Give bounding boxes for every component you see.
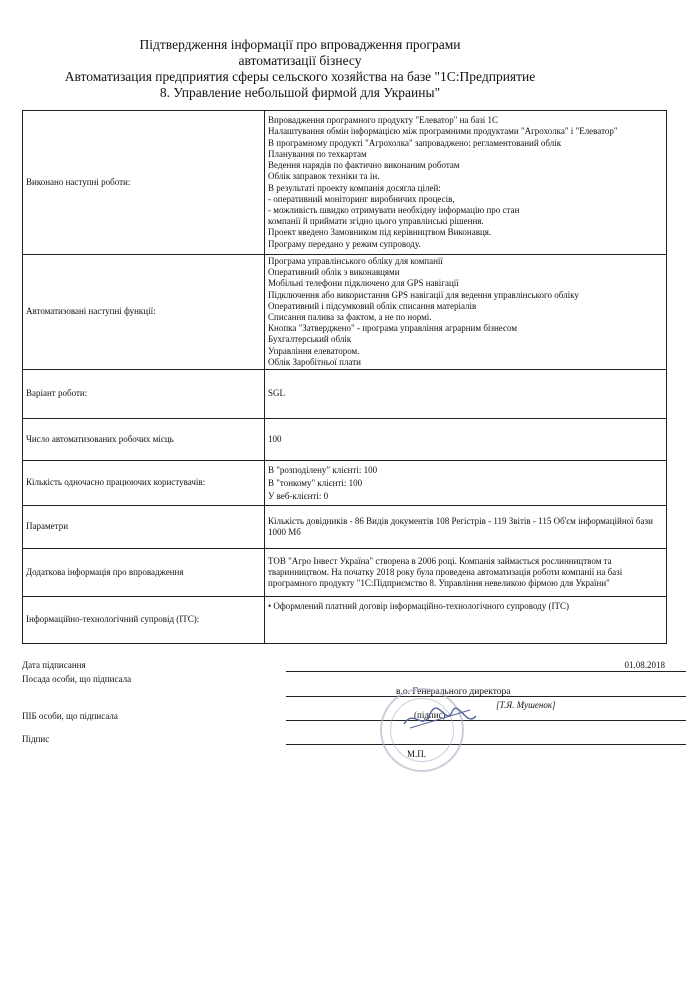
implementation-table — [22, 110, 667, 644]
signer-name: [Т.Я. Мушенок] — [496, 700, 556, 710]
sign-label: Підпис — [22, 734, 50, 744]
table-row — [23, 506, 667, 549]
title-line: 8. Управление небольшой фирмой для Украины" — [159, 85, 441, 100]
row-label: Кількість одночасно працюючих користувачів: — [23, 461, 265, 506]
row-label: Автоматизовані наступні функції: — [23, 255, 265, 370]
row-label: Виконано наступні роботи: — [23, 111, 265, 255]
table-row — [23, 549, 667, 597]
date-label: Дата підписання — [22, 660, 86, 670]
row-value: • Оформлений платний договір інформаційно-технологічного супроводу (ІТС) — [265, 597, 667, 644]
sign-rule — [286, 744, 686, 745]
title-line: Автоматизация предприятия сферы сельского хозяйства на базе "1С:Предприятие — [64, 69, 536, 84]
document-title — [0, 37, 600, 101]
date-rule — [286, 671, 686, 672]
seal-label: М.П. — [407, 749, 427, 759]
position-label: Посада особи, що підписала — [22, 674, 132, 684]
table-row — [23, 461, 667, 506]
sign-caption: (підпис) — [414, 710, 446, 720]
row-value: Кількість довідників - 86 Видів документів 108 Регістрів - 119 Звітів - 115 Об'єм інформаційної бази 1000 Мб — [265, 506, 667, 549]
row-label: Додаткова інформація про впровадження — [23, 549, 265, 597]
fio-rule — [286, 720, 686, 721]
title-line: Підтвердження інформації про впровадження програми — [139, 37, 461, 52]
date-value: 01.08.2018 — [624, 660, 665, 670]
position-value: в.о. Генерального директора — [396, 687, 511, 697]
title-line: автоматизації бізнесу — [238, 53, 362, 68]
row-value: Програма управлінського обліку для компанії Оперативний облік з виконавцями Мобільні телефони підключено для GPS навігації Підключення або використання GPS навігації для ведення управлінського обліку Оперативний і підсумковий облік списання матеріалів Списання палива за фактом, а не по нормі. Кнопка "Затверджено" - програма управління аграрним бізнесом Бухгалтерський облік Управління елеватором. Облік Заробітньої плати — [265, 255, 667, 370]
handwritten-signature — [400, 704, 480, 734]
row-value: В "розподілену" клієнті: 100 В "тонкому" клієнті: 100 У веб-клієнті: 0 — [265, 461, 667, 506]
row-value: 100 — [265, 419, 667, 461]
row-label: Варіант роботи: — [23, 370, 265, 419]
row-label: Інформаційно-технологічний супровід (ІТС): — [23, 597, 265, 644]
table-row — [23, 111, 667, 255]
fio-label: ПІБ особи, що підписала — [22, 711, 118, 721]
row-value: Впровадження програмного продукту "Елеватор" на базі 1С Налаштування обмін інформацією між програмними продуктами "Агрохолка" і "Елеватор" В програмному продукті "Агрохолка" запроваджено: регламентований облік Планування по техкартам Ведення нарядів по фактично виконаним роботам Облік заправок техніки та ін. В результаті проекту компанія досягла цілей: - оперативний моніторинг виробничих процесів, - можливість швидко отримувати необхідну інформацію про стан компанії й приймати згідно цього управлінські рішення. Проект введено Замовником під керівництвом Виконавця. Програму передано у режим супроводу. — [265, 111, 667, 255]
row-label: Параметри — [23, 506, 265, 549]
table-row — [23, 597, 667, 644]
row-value: ТОВ "Агро Інвест Україна" створена в 2006 році. Компанія займається рослинництвом та тваринництвом. На початку 2018 року була проведена автоматизація роботи компанії на базі програмного продукту "1С:Підприємство 8. Управління невеликою фірмою для України" — [265, 549, 667, 597]
table-row — [23, 255, 667, 370]
row-label: Число автоматизованих робочих місць — [23, 419, 265, 461]
position-rule — [286, 696, 686, 697]
table-row — [23, 419, 667, 461]
table-row — [23, 370, 667, 419]
row-value: SGL — [265, 370, 667, 419]
